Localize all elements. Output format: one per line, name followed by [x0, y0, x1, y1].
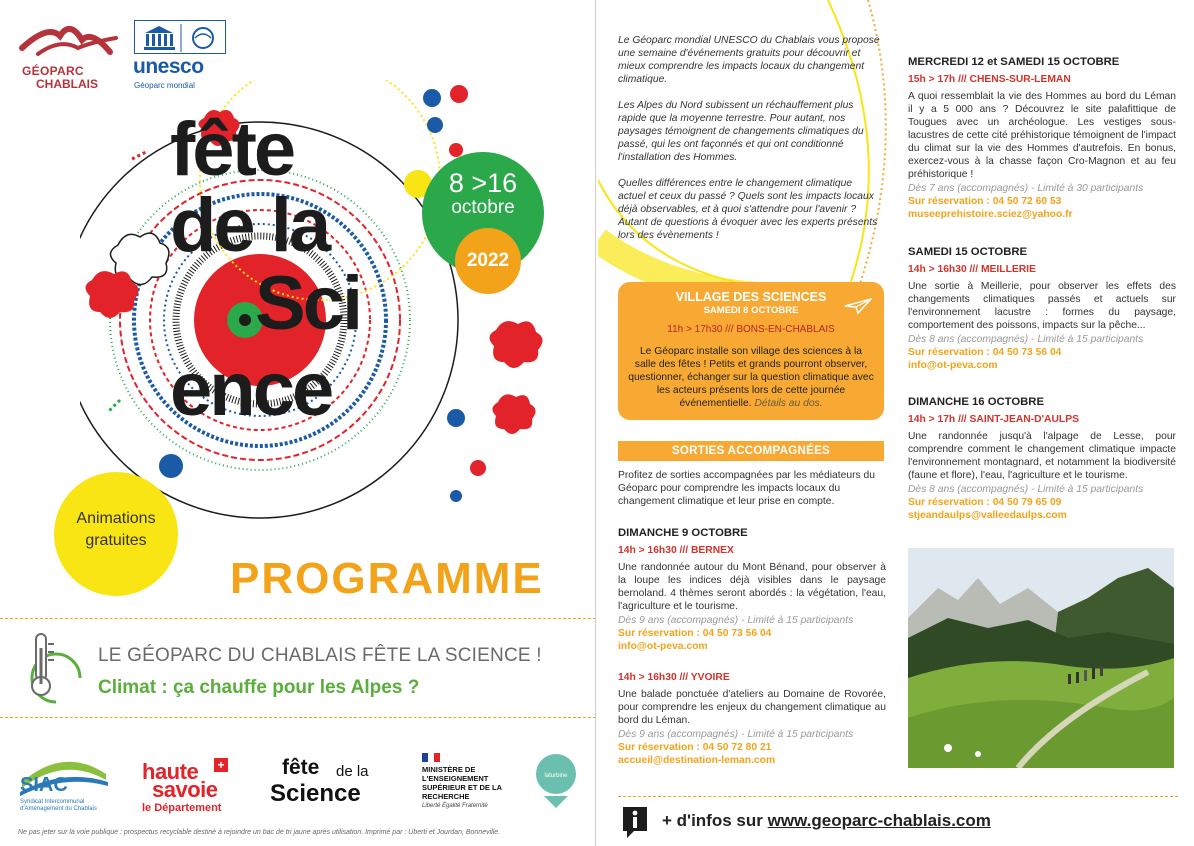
- village-time-place: 11h > 17h30 /// BONS-EN-CHABLAIS: [667, 324, 835, 335]
- event-email[interactable]: info@ot-peva.com: [618, 641, 708, 652]
- event-yvoire: [618, 671, 886, 767]
- event-email[interactable]: accueil@destination-leman.com: [618, 755, 776, 766]
- event-time-place: 14h > 16h30 /// BERNEX: [618, 545, 734, 556]
- event-reservation: Sur réservation : 04 50 72 60 53: [908, 196, 1062, 207]
- fds-logo-line1b: de la: [336, 763, 369, 780]
- village-description: [618, 345, 884, 410]
- ministere-name: MINISTÈRE DE L'ENSEIGNEMENT SUPÉRIEUR ET DE LA RECHERCHE: [422, 765, 502, 801]
- event-conditions: Dès 7 ans (accompagnés) - Limité à 30 participants: [908, 183, 1144, 194]
- event-description: A quoi ressemblait la vie des Hommes au bord du Léman il y a 5 000 ans ? Découvrez le site palafittique de Tougues avec un archéologue. Les vestiges sous-lacustres de cette cité préhistorique témoignent de l'impact du climat sur la vie des Hommes d'autrefois. En bonus, exercez-vous à la chasse façon Cro-Magnon et au feu préhistorique !: [908, 91, 1176, 180]
- footer-prefix: + d'infos sur: [662, 811, 763, 830]
- marianne-flag-icon: [422, 753, 440, 762]
- banner-line2: Climat : ça chauffe pour les Alpes ?: [98, 677, 420, 698]
- banner-line1: LE GÉOPARC DU CHABLAIS FÊTE LA SCIENCE !: [98, 645, 542, 666]
- event-chens-sur-leman: [908, 56, 1176, 221]
- alpine-landscape-photo: [908, 548, 1174, 768]
- unesco-wordmark: unesco: [133, 55, 204, 78]
- ministere-motto: Liberté Égalité Fraternité: [422, 803, 488, 809]
- footer-text: [662, 811, 991, 831]
- unesco-temple-icon: [135, 21, 227, 55]
- animations-line2: gratuites: [85, 532, 147, 549]
- dates-range: 8 >16: [448, 168, 518, 198]
- event-email[interactable]: info@ot-peva.com: [908, 360, 998, 371]
- haute-savoie-line3: le Département: [142, 802, 222, 814]
- event-description: Une sortie à Meillerie, pour observer les effets des changements climatiques passés et actuels sur l'environnement lacustre : formes du paysage, comportement des poissons, impacts sur la pêche...: [908, 281, 1176, 331]
- geoparc-logo-line1: GÉOPARC: [22, 64, 84, 78]
- event-day: SAMEDI 15 OCTOBRE: [908, 246, 1028, 258]
- front-page: [0, 0, 596, 846]
- event-reservation: Sur réservation : 04 50 73 56 04: [908, 347, 1062, 358]
- title-line-1: fête: [170, 107, 294, 192]
- intro-paragraph-2: Les Alpes du Nord subissent un réchauffement plus rapide que la moyenne terrestre. Pour autant, nos paysages témoignent de changements climatiques du passé, qui les ont façonnés et qui ont conditionné l'installation des Hommes.: [618, 100, 864, 163]
- event-time-place: 14h > 17h /// SAINT-JEAN-D'AULPS: [908, 414, 1079, 425]
- event-reservation: Sur réservation : 04 50 73 56 04: [618, 628, 772, 639]
- event-description: Une randonnée autour du Mont Bénand, pour observer à la loupe les indices déjà visibles dans le paysage bernoland. 4 thèmes seront abordés : la végétation, l'eau, l'agriculture et le tourisme.: [618, 562, 886, 612]
- programme-heading: PROGRAMME: [230, 554, 544, 603]
- event-description: Une balade ponctuée d'ateliers au Domaine de Rovorée, pour comprendre les enjeux du changement climatique au bord du Léman.: [618, 689, 886, 726]
- fds-logo-line1: fête: [282, 756, 320, 779]
- event-conditions: Dès 9 ans (accompagnés) - Limité à 15 participants: [618, 729, 854, 740]
- event-conditions: Dès 9 ans (accompagnés) - Limité à 15 participants: [618, 615, 854, 626]
- website-link[interactable]: www.geoparc-chablais.com: [767, 811, 991, 830]
- program-page: [598, 0, 1194, 846]
- title-line-2: de la: [170, 183, 329, 268]
- siac-wordmark: SIAC: [20, 774, 68, 796]
- svg-text:laturbine: laturbine: [544, 773, 568, 779]
- title-line-4: ence: [170, 347, 332, 432]
- village-text: Le Géoparc installe son village des sciences à la salle des fêtes ! Petits et grands pourront observer, questionner, échanger sur la question climatique avec les acteurs présents lors de cette journée événementielle.: [628, 346, 874, 409]
- info-icon: [620, 805, 650, 839]
- haute-savoie-line2: savoie: [152, 777, 218, 802]
- laturbine-logo-icon: [534, 752, 578, 810]
- event-day: DIMANCHE 9 OCTOBRE: [618, 527, 748, 539]
- event-reservation: Sur réservation : 04 50 72 80 21: [618, 742, 772, 753]
- paper-plane-icon: [844, 297, 872, 315]
- intro-paragraph-1: Le Géoparc mondial UNESCO du Chablais vous propose une semaine d'événements gratuits pour découvrir et mieux comprendre les impacts locaux du changement climatique.: [618, 35, 880, 85]
- event-time-place: 14h > 16h30 /// MEILLERIE: [908, 264, 1036, 275]
- event-day: MERCREDI 12 et SAMEDI 15 OCTOBRE: [908, 56, 1120, 68]
- animations-line1: Animations: [76, 510, 156, 527]
- footer-info: [618, 796, 1178, 840]
- title-line-3: Sci: [255, 261, 361, 346]
- siac-subtitle: Syndicat Intercommunal d'Aménagement du Chablais: [20, 799, 97, 812]
- haute-savoie-line1: haute: [142, 759, 199, 784]
- event-time-place: 15h > 17h /// CHENS-SUR-LEMAN: [908, 74, 1071, 85]
- village-date: SAMEDI 8 OCTOBRE: [703, 305, 799, 316]
- dates-month: octobre: [451, 197, 515, 218]
- geoparc-logo-line2: CHABLAIS: [36, 77, 98, 91]
- savoie-cross-icon: +: [214, 758, 228, 772]
- geoparc-logo-icon: [18, 18, 128, 66]
- event-reservation: Sur réservation : 04 50 79 65 09: [908, 497, 1062, 508]
- event-email[interactable]: museeprehistoire.sciez@yahoo.fr: [908, 209, 1073, 220]
- print-disclaimer: Ne pas jeter sur la voie publique : prospectus recyclable destiné à rejoindre un bac de tri jaune après utilisation. Imprimé par : Uberti et Jourdan, Bonneville.: [18, 829, 501, 836]
- sorties-intro: Profitez de sorties accompagnées par les médiateurs du Géoparc pour comprendre les impacts locaux du changement climatique et leur prise en compte.: [618, 470, 875, 507]
- event-day: DIMANCHE 16 OCTOBRE: [908, 396, 1044, 408]
- intro-paragraph-3: Quelles différences entre le changement climatique actuel et ceux du passé ? Quels sont les impacts locaux déjà observables, et à quoi s'attendre pour l'avenir ? Autant de questions à évoquer avec les experts présents lors des évènements !: [618, 178, 878, 241]
- event-email[interactable]: stjeandaulps@valleedaulps.com: [908, 510, 1067, 521]
- village-more: Détails au dos.: [754, 398, 823, 409]
- unesco-subtitle: Géoparc mondial: [134, 81, 195, 90]
- sorties-heading: SORTIES ACCOMPAGNÉES: [618, 441, 884, 461]
- year-badge: 2022: [455, 228, 521, 294]
- event-meillerie: [908, 246, 1176, 372]
- unesco-emblem: [134, 20, 226, 54]
- village-title: VILLAGE DES SCIENCES: [675, 290, 827, 304]
- fds-logo-line2: Science: [270, 780, 361, 807]
- event-conditions: Dès 8 ans (accompagnés) - Limité à 15 participants: [908, 484, 1144, 495]
- event-description: Une randonnée jusqu'à l'alpage de Lesse, pour comprendre comment le changement climatique impacte l'environnement montagnard, et notamment la biodiversité (faune et flore), l'eau, l'agriculture et le tourisme.: [908, 431, 1176, 481]
- animations-badge: [54, 472, 178, 596]
- event-bernex: [618, 527, 886, 653]
- thermometer-icon: [22, 628, 90, 708]
- event-saint-jean-d-aulps: [908, 396, 1176, 522]
- intro-text: [618, 34, 880, 255]
- event-conditions: Dès 8 ans (accompagnés) - Limité à 15 participants: [908, 334, 1144, 345]
- event-time-place: 14h > 16h30 /// YVOIRE: [618, 672, 730, 683]
